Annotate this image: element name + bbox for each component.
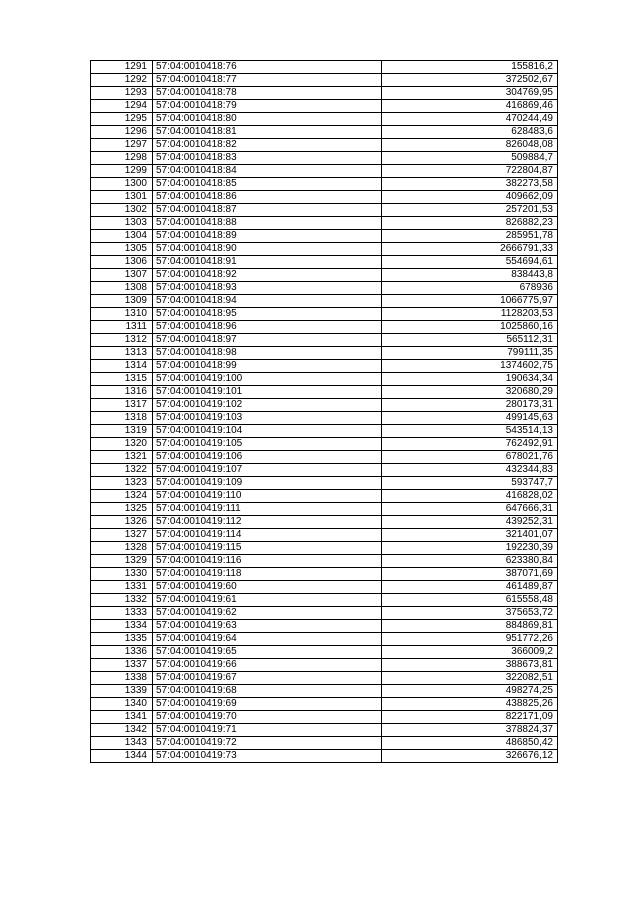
row-number-cell: 1314 [91,360,153,373]
row-number-cell: 1294 [91,100,153,113]
cadastral-value-cell: 366009,2 [382,646,558,659]
cadastral-value-cell: 799111,35 [382,347,558,360]
table-row [91,126,558,139]
row-number-cell: 1311 [91,321,153,334]
table-row [91,451,558,464]
cadastral-number-cell: 57:04:0010418:84 [153,165,382,178]
cadastral-value-cell: 554694,61 [382,256,558,269]
row-number-cell: 1307 [91,269,153,282]
cadastral-value-cell: 1025860,16 [382,321,558,334]
cadastral-value-cell: 647666,31 [382,503,558,516]
cadastral-value-cell: 387071,69 [382,568,558,581]
table-row [91,165,558,178]
cadastral-value-cell: 192230,39 [382,542,558,555]
table-row [91,698,558,711]
table-row [91,100,558,113]
table-row [91,204,558,217]
cadastral-number-cell: 57:04:0010419:66 [153,659,382,672]
cadastral-value-cell: 678021,76 [382,451,558,464]
cadastral-value-cell: 615558,48 [382,594,558,607]
table-row [91,243,558,256]
cadastral-number-cell: 57:04:0010419:101 [153,386,382,399]
cadastral-value-cell: 2666791,33 [382,243,558,256]
cadastral-value-cell: 678936 [382,282,558,295]
row-number-cell: 1320 [91,438,153,451]
table-body [91,61,558,763]
cadastral-number-cell: 57:04:0010419:106 [153,451,382,464]
cadastral-number-cell: 57:04:0010419:63 [153,620,382,633]
cadastral-value-cell: 486850,42 [382,737,558,750]
table-row [91,633,558,646]
cadastral-number-cell: 57:04:0010418:91 [153,256,382,269]
cadastral-number-cell: 57:04:0010419:73 [153,750,382,763]
cadastral-number-cell: 57:04:0010419:70 [153,711,382,724]
table-row [91,269,558,282]
row-number-cell: 1332 [91,594,153,607]
row-number-cell: 1305 [91,243,153,256]
table-row [91,750,558,763]
table-row [91,529,558,542]
cadastral-value-cell: 190634,34 [382,373,558,386]
cadastral-value-cell: 762492,91 [382,438,558,451]
cadastral-value-cell: 439252,31 [382,516,558,529]
row-number-cell: 1334 [91,620,153,633]
row-number-cell: 1315 [91,373,153,386]
table-row [91,373,558,386]
cadastral-number-cell: 57:04:0010418:97 [153,334,382,347]
table-row [91,139,558,152]
table-row [91,152,558,165]
cadastral-number-cell: 57:04:0010419:100 [153,373,382,386]
cadastral-number-cell: 57:04:0010419:71 [153,724,382,737]
table-row [91,191,558,204]
table-row [91,61,558,74]
table-row [91,360,558,373]
cadastral-value-cell: 155816,2 [382,61,558,74]
row-number-cell: 1304 [91,230,153,243]
table-row [91,347,558,360]
cadastral-value-cell: 388673,81 [382,659,558,672]
table-row [91,217,558,230]
table-row [91,737,558,750]
cadastral-value-cell: 565112,31 [382,334,558,347]
cadastral-number-cell: 57:04:0010418:86 [153,191,382,204]
table-row [91,568,558,581]
row-number-cell: 1292 [91,74,153,87]
row-number-cell: 1343 [91,737,153,750]
cadastral-number-cell: 57:04:0010419:105 [153,438,382,451]
table-row [91,334,558,347]
table-row [91,620,558,633]
cadastral-number-cell: 57:04:0010418:90 [153,243,382,256]
row-number-cell: 1317 [91,399,153,412]
cadastral-number-cell: 57:04:0010419:60 [153,581,382,594]
cadastral-number-cell: 57:04:0010418:87 [153,204,382,217]
cadastral-number-cell: 57:04:0010418:99 [153,360,382,373]
cadastral-number-cell: 57:04:0010419:112 [153,516,382,529]
row-number-cell: 1338 [91,672,153,685]
cadastral-value-cell: 257201,53 [382,204,558,217]
cadastral-number-cell: 57:04:0010419:62 [153,607,382,620]
cadastral-number-cell: 57:04:0010418:77 [153,74,382,87]
cadastral-value-cell: 499145,63 [382,412,558,425]
row-number-cell: 1331 [91,581,153,594]
table-row [91,490,558,503]
cadastral-value-cell: 1066775,97 [382,295,558,308]
cadastral-value-cell: 593747,7 [382,477,558,490]
cadastral-number-cell: 57:04:0010419:69 [153,698,382,711]
row-number-cell: 1297 [91,139,153,152]
row-number-cell: 1295 [91,113,153,126]
table-row [91,464,558,477]
cadastral-number-cell: 57:04:0010419:114 [153,529,382,542]
cadastral-number-cell: 57:04:0010419:72 [153,737,382,750]
row-number-cell: 1300 [91,178,153,191]
cadastral-number-cell: 57:04:0010419:109 [153,477,382,490]
table-row [91,386,558,399]
table-row [91,607,558,620]
row-number-cell: 1308 [91,282,153,295]
cadastral-value-cell: 1374602,75 [382,360,558,373]
cadastral-value-cell: 375653,72 [382,607,558,620]
row-number-cell: 1309 [91,295,153,308]
row-number-cell: 1322 [91,464,153,477]
cadastral-number-cell: 57:04:0010418:94 [153,295,382,308]
cadastral-value-cell: 470244,49 [382,113,558,126]
table-row [91,581,558,594]
cadastral-number-cell: 57:04:0010418:78 [153,87,382,100]
table-row [91,672,558,685]
table-row [91,113,558,126]
row-number-cell: 1318 [91,412,153,425]
cadastral-value-cell: 285951,78 [382,230,558,243]
cadastral-value-cell: 722804,87 [382,165,558,178]
cadastral-value-cell: 826882,23 [382,217,558,230]
cadastral-number-cell: 57:04:0010419:65 [153,646,382,659]
row-number-cell: 1302 [91,204,153,217]
cadastral-number-cell: 57:04:0010418:96 [153,321,382,334]
table-row [91,503,558,516]
row-number-cell: 1301 [91,191,153,204]
cadastral-number-cell: 57:04:0010418:95 [153,308,382,321]
row-number-cell: 1293 [91,87,153,100]
cadastral-number-cell: 57:04:0010419:115 [153,542,382,555]
row-number-cell: 1303 [91,217,153,230]
row-number-cell: 1312 [91,334,153,347]
table-row [91,425,558,438]
cadastral-value-cell: 372502,67 [382,74,558,87]
cadastral-value-cell: 416828,02 [382,490,558,503]
row-number-cell: 1319 [91,425,153,438]
row-number-cell: 1341 [91,711,153,724]
row-number-cell: 1310 [91,308,153,321]
cadastral-number-cell: 57:04:0010419:102 [153,399,382,412]
row-number-cell: 1326 [91,516,153,529]
cadastral-number-cell: 57:04:0010418:88 [153,217,382,230]
row-number-cell: 1306 [91,256,153,269]
row-number-cell: 1327 [91,529,153,542]
cadastral-value-cell: 320680,29 [382,386,558,399]
cadastral-value-cell: 438825,26 [382,698,558,711]
cadastral-value-cell: 321401,07 [382,529,558,542]
table-row [91,230,558,243]
table-row [91,295,558,308]
table-row [91,516,558,529]
table-row [91,711,558,724]
cadastral-value-cell: 461489,87 [382,581,558,594]
cadastral-value-cell: 416869,46 [382,100,558,113]
cadastral-value-cell: 838443,8 [382,269,558,282]
cadastral-value-table [90,60,558,763]
row-number-cell: 1340 [91,698,153,711]
cadastral-value-cell: 382273,58 [382,178,558,191]
cadastral-value-cell: 822171,09 [382,711,558,724]
cadastral-number-cell: 57:04:0010418:83 [153,152,382,165]
row-number-cell: 1336 [91,646,153,659]
cadastral-number-cell: 57:04:0010419:104 [153,425,382,438]
table-row [91,282,558,295]
table-row [91,646,558,659]
table-row [91,321,558,334]
cadastral-value-cell: 322082,51 [382,672,558,685]
table-row [91,74,558,87]
table-row [91,555,558,568]
cadastral-number-cell: 57:04:0010419:110 [153,490,382,503]
cadastral-value-cell: 509884,7 [382,152,558,165]
row-number-cell: 1328 [91,542,153,555]
cadastral-value-cell: 498274,25 [382,685,558,698]
row-number-cell: 1342 [91,724,153,737]
cadastral-number-cell: 57:04:0010419:107 [153,464,382,477]
cadastral-number-cell: 57:04:0010418:79 [153,100,382,113]
cadastral-value-cell: 628483,6 [382,126,558,139]
row-number-cell: 1333 [91,607,153,620]
table-row [91,685,558,698]
row-number-cell: 1323 [91,477,153,490]
cadastral-number-cell: 57:04:0010418:93 [153,282,382,295]
row-number-cell: 1325 [91,503,153,516]
row-number-cell: 1313 [91,347,153,360]
cadastral-value-cell: 326676,12 [382,750,558,763]
cadastral-value-cell: 1128203,53 [382,308,558,321]
cadastral-number-cell: 57:04:0010419:67 [153,672,382,685]
cadastral-number-cell: 57:04:0010418:98 [153,347,382,360]
cadastral-number-cell: 57:04:0010418:89 [153,230,382,243]
cadastral-value-cell: 543514,13 [382,425,558,438]
cadastral-value-cell: 884869,81 [382,620,558,633]
table-row [91,399,558,412]
cadastral-number-cell: 57:04:0010418:92 [153,269,382,282]
row-number-cell: 1298 [91,152,153,165]
cadastral-number-cell: 57:04:0010419:64 [153,633,382,646]
row-number-cell: 1344 [91,750,153,763]
cadastral-number-cell: 57:04:0010419:68 [153,685,382,698]
row-number-cell: 1321 [91,451,153,464]
cadastral-number-cell: 57:04:0010419:103 [153,412,382,425]
table-row [91,87,558,100]
row-number-cell: 1339 [91,685,153,698]
cadastral-number-cell: 57:04:0010419:118 [153,568,382,581]
row-number-cell: 1291 [91,61,153,74]
table-row [91,412,558,425]
cadastral-value-cell: 409662,09 [382,191,558,204]
cadastral-value-cell: 280173,31 [382,399,558,412]
cadastral-value-cell: 432344,83 [382,464,558,477]
cadastral-value-cell: 304769,95 [382,87,558,100]
table-row [91,438,558,451]
row-number-cell: 1324 [91,490,153,503]
cadastral-number-cell: 57:04:0010418:81 [153,126,382,139]
table-row [91,659,558,672]
row-number-cell: 1299 [91,165,153,178]
table-row [91,308,558,321]
cadastral-number-cell: 57:04:0010418:85 [153,178,382,191]
table-row [91,256,558,269]
cadastral-value-cell: 951772,26 [382,633,558,646]
cadastral-number-cell: 57:04:0010419:116 [153,555,382,568]
table-row [91,594,558,607]
row-number-cell: 1296 [91,126,153,139]
row-number-cell: 1330 [91,568,153,581]
row-number-cell: 1337 [91,659,153,672]
table-row [91,178,558,191]
cadastral-number-cell: 57:04:0010418:76 [153,61,382,74]
table-row [91,724,558,737]
row-number-cell: 1329 [91,555,153,568]
cadastral-number-cell: 57:04:0010418:80 [153,113,382,126]
table-row [91,542,558,555]
cadastral-number-cell: 57:04:0010419:61 [153,594,382,607]
table-row [91,477,558,490]
cadastral-number-cell: 57:04:0010419:111 [153,503,382,516]
cadastral-value-cell: 826048,08 [382,139,558,152]
cadastral-value-cell: 378824,37 [382,724,558,737]
row-number-cell: 1335 [91,633,153,646]
cadastral-number-cell: 57:04:0010418:82 [153,139,382,152]
row-number-cell: 1316 [91,386,153,399]
cadastral-value-cell: 623380,84 [382,555,558,568]
